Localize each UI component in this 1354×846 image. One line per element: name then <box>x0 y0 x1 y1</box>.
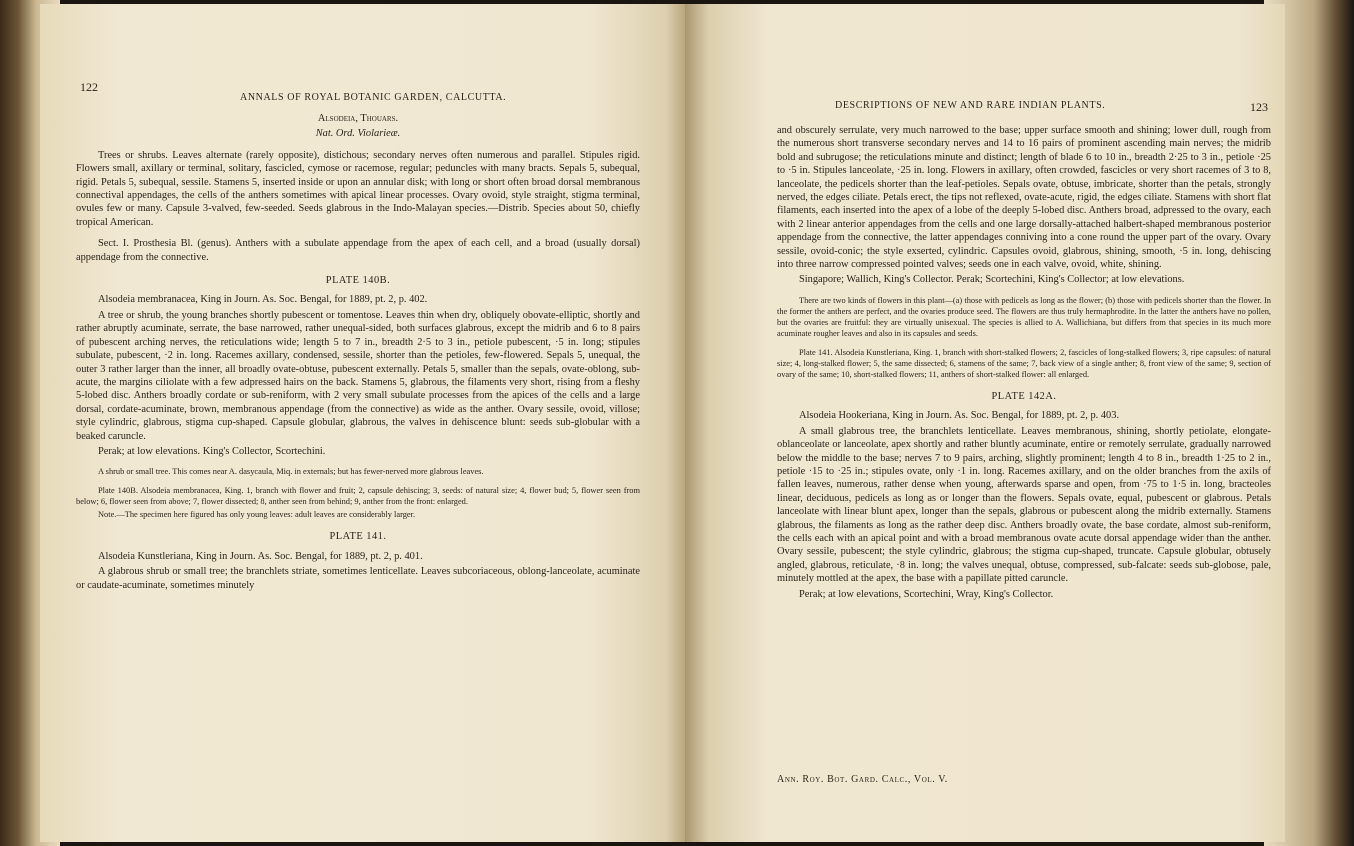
genus-heading: Alsodeia, Thouars. <box>317 113 399 124</box>
page-footer: Ann. Roy. Bot. Gard. Calc., Vol. V. <box>777 774 948 785</box>
species-hookeriana-desc: A small glabrous tree, the branchlets lenticellate. Leaves membranous, shining, shortly petiolate, elongate-oblanceolate or lanceolate, apex shortly and rather bluntly acuminate, entire or remotely serrulate, gradually narrowed below the middle to the base; nerves 7 to 9 pairs, arching, slightly prominent; length 4 to 8 in., breadth 1·25 to 2 in., petiole ·15 to ·25 in.; stipules ovate, only ·1 in. long. Racemes axillary, and on the older branches from the axils of fallen leaves, numerous, rather dense when young, afterwards sparse and open, from ·75 to 1·5 in. long, bracteoles linear, deciduous, pedicels as long as or longer than the flowers. Sepals ovate, equal, pubescent or glabrous. Petals lanceolate with linear blunt apex, longer than the sepals, glabrous or pubescent along the midrib externally. Stamens glabrous, the filaments as long as the rather deep disc. Anthers broadly ovate, the base cordate, almost sub-reniform, the cells each with an apical point and with a broad membranous ovate acute dorsal appendage wider than the anther. Ovary sessile, pubescent; the style cylindric, glabrous; the stigma cup-shaped, truncate. Capsule globular, obtusely angled, glabrous, reticulate, ·8 in. long; the valves unequal, obtuse, compressed, sub-falcate: seeds sub-globose, pale, minutely mottled at the apex, the base with a papillate pitted caruncle. <box>777 425 1271 585</box>
kunstleriana-note: There are two kinds of flowers in this plant—(a) those with pedicels as long as the flower; (b) those with pedicels shorter than the flower. In the former the anthers are perfect, and the ovaries produce seed. The flowers are thus truly hermaphrodite. In the latter the anthers have no pollen, but the ovaries are fruitful: they are virtually unisexual. The species is allied to A. Wallichiana, but differs from that species in its much more acuminate rougher leaves and also in its capsules and seeds. <box>777 295 1271 338</box>
plate-140b-note: Note.—The specimen here figured has only young leaves: adult leaves are considerably larger. <box>98 510 416 520</box>
species-kunstleriana-ref: Alsodeia Kunstleriana, King in Journ. As. Soc. Bengal, for 1889, pt. 2, p. 401. <box>98 550 423 562</box>
plate-142a-heading: PLATE 142A. <box>991 390 1057 402</box>
species-kunstleriana-desc: A glabrous shrub or small tree; the branchlets striate, sometimes lenticellate. Leaves subcoriaceous, oblong-lanceolate, acuminate or caudate-acuminate, sometimes minutely <box>76 566 640 591</box>
species-hookeriana-locality: Perak; at low elevations, Scortechini, Wray, King's Collector. <box>799 588 1054 600</box>
left-page-body <box>76 112 640 594</box>
species-hookeriana-ref: Alsodeia Hookeriana, King in Journ. As. Soc. Bengal, for 1889, pt. 2, p. 403. <box>799 410 1120 422</box>
left-page <box>40 4 685 842</box>
plate-141-heading: PLATE 141. <box>329 531 387 543</box>
right-page <box>685 4 1285 842</box>
plate-141-caption: Plate 141. Alsodeia Kunstleriana, King. 1, branch with short-stalked flowers; 2, fascicles of long-stalked flowers; 3, ripe capsules: of natural size; 4, long-stalked flower; 5, the same dissected; 6, stamens of the same; 7, back view of a single anther; 8, front view of the same; 9, section of ovary of the same; 10, short-stalked flowers; 11, anthers of short-stalked flower: all enlarged. <box>777 347 1271 379</box>
running-head-right: DESCRIPTIONS OF NEW AND RARE INDIAN PLANTS. <box>835 100 1106 111</box>
right-page-body <box>777 124 1271 603</box>
plate-140b-heading: PLATE 140B. <box>325 275 391 287</box>
page-number-left: 122 <box>80 80 98 94</box>
page-number-right: 123 <box>1250 100 1268 114</box>
order-line: Nat. Ord. Violarieæ. <box>315 128 401 140</box>
plate-140b-caption: Plate 140B. Alsodeia membranacea, King. 1, branch with flower and fruit; 2, capsule dehiscing; 3, seeds: of natural size; 4, flower bud; 5, flower seen from below; 6, flower seen from above; 7, flower dissected; 8, anther seen from behind; 9, anther from the front: enlarged. <box>76 486 640 507</box>
kunstleriana-locality: Singapore; Wallich, King's Collector. Perak; Scortechini, King's Collector; at low elevations. <box>799 274 1185 286</box>
species-membranacea-ref: Alsodeia membranacea, King in Journ. As. Soc. Bengal, for 1889, pt. 2, p. 402. <box>98 294 428 306</box>
section-text: Sect. I. Prosthesia Bl. (genus). Anthers with a subulate appendage from the apex of each cell, and a broad (usually dorsal) appendage from the connective. <box>76 238 640 263</box>
membranacea-note: A shrub or small tree. This comes near A. dasycaula, Miq. in externals; but has fewer-nerved more glabrous leaves. <box>98 467 484 477</box>
species-membranacea-desc: A tree or shrub, the young branches shortly pubescent or tomentose. Leaves thin when dry, obliquely obovate-elliptic, shortly and rather abruptly acuminate, serrate, the base narrowed, rather unequal-sided, both surfaces glabrous, except the midrib and 6 to 8 pairs of pubescent arching nerves, the reticulations wide; length 5 to 7 in., breadth 2·5 to 3 in., petiole pubescent, ·5 in. long; stipules subulate, pubescent, ·2 in. long. Racemes axillary, condensed, sessile, shorter than the petioles, few-flowered. Sepals 5, unequal, the outer 3 rather larger than the inner, all broadly ovate-obtuse, pubescent externally. Petals 5, smaller than the sepals, ovate-oblong, sub-acute, the margins ciliolate with a few adpressed hairs on the back. Stamens 5, glabrous, the filaments very short, rising from a fleshy 5-lobed disc. Anthers broadly cordate or sub-reniform, with 2 very small subulate processes from the apices of the cells and a large dorsal, cordate-acuminate, brown, membranous appendage (from the connective) as wide as the anther. Ovary sessile, ovoid, villose; style cylindric, glabrous, stigma cup-shaped. Capsule globular, glabrous, the valves in dehiscence blunt: seeds sub-globular with a beaked caruncle. <box>76 309 640 442</box>
running-head-left: ANNALS OF ROYAL BOTANIC GARDEN, CALCUTTA. <box>240 92 507 103</box>
genus-description: Trees or shrubs. Leaves alternate (rarely opposite), distichous; secondary nerves often numerous and parallel. Stipules rigid. Flowers small, axillary or terminal, solitary, fascicled, cymose or racemose, regular; peduncles with many bracts. Sepals 5, subequal, rigid. Petals 5, subequal, sessile. Stamens 5, inserted inside or upon an annular disk; with long or short often broad dorsal membranous connectival appendages, the cells of the anthers sometimes with apical linear processes. Ovary ovoid, style straight, stigma terminal, ovules few or many. Capsule 3-valved, few-seeded. Seeds glabrous in the Indo-Malayan species.—Distrib. Species about 50, chiefly tropical American. <box>76 149 640 228</box>
kunstleriana-continued: and obscurely serrulate, very much narrowed to the base; upper surface smooth and shining; lower dull, rough from the numerous short transverse secondary nerves and 14 to 16 pairs of prominent ascending main nerves; the midrib bold and subrugose; the reticulations minute and distinct; length of blade 6 to 10 in., breadth 2·25 to 3 in., petiole ·25 to ·5 in. Stipules lanceolate, ·25 in. long. Flowers in axillary, often crowded, fascicles or very short racemes of 3 to 8, lanceolate, the pedicels shorter than the leaf-petioles. Sepals ovate, obtuse, imbricate, shorter than the petals, strongly nerved, the edges ciliate. Petals erect, the tips not reflexed, ovate-acute, rigid, the edges ciliate. Stamens with short flat filaments, each inserted into the apex of a lobe of the deeply 5-lobed disc. Anthers broad, adpressed to the ovary, each with 2 linear anterior appendages from the cells and one large dorsally-attached halbert-shaped membranous posterior appendage from the connective, the latter appendages conniving into a cone round the upper part of the ovary. Ovary sessile, ovoid-conic; the style exserted, cylindric. Capsules ovoid, glabrous, shining, smooth, ·5 in. long, dehiscing into three narrow compressed pointed valves; seeds one in each valve, ovoid, white, shining. <box>777 125 1271 271</box>
species-membranacea-locality: Perak; at low elevations. King's Collector, Scortechini. <box>98 445 326 457</box>
